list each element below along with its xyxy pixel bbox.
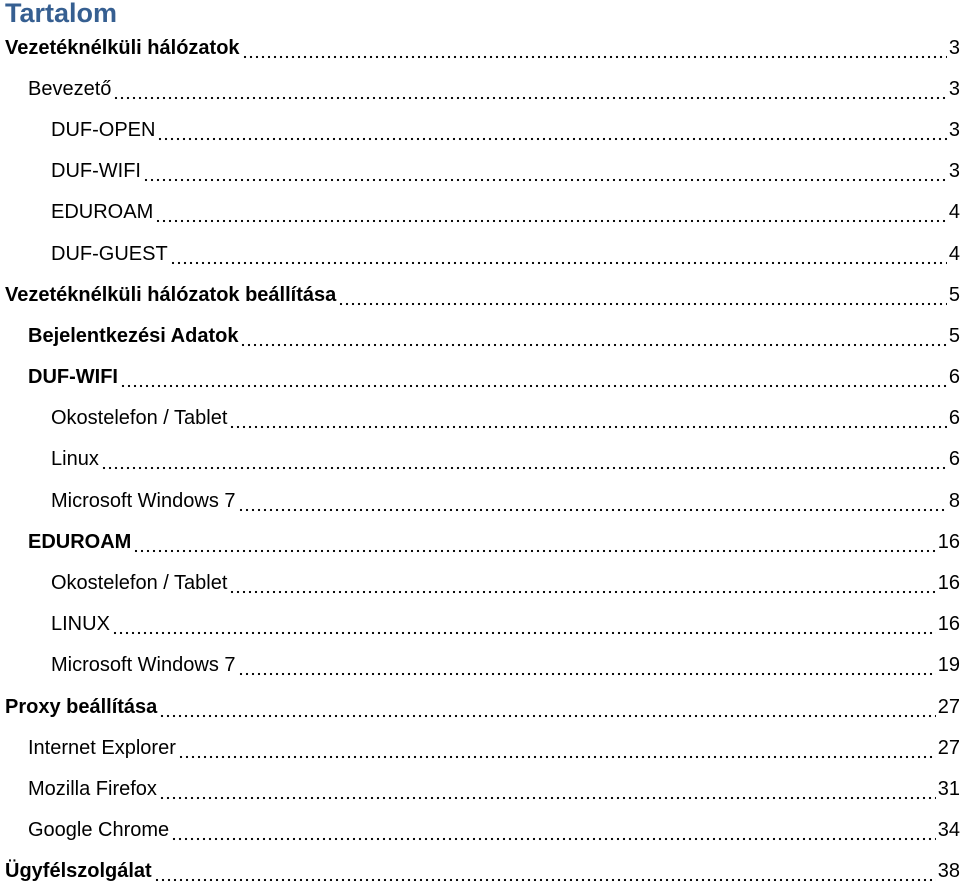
- dot-leader: [170, 242, 947, 266]
- dot-leader: [178, 736, 936, 760]
- toc-entry-page-number: 3: [948, 77, 960, 100]
- toc-entry-text: DUF-WIFI: [28, 366, 118, 389]
- toc-entry-page-number: 5: [948, 324, 960, 347]
- toc-entry-text: DUF-GUEST: [51, 242, 168, 265]
- toc-entry[interactable]: [0, 727, 960, 768]
- toc-entry[interactable]: [0, 192, 960, 233]
- toc-entry-text: Ügyfélszolgálat: [5, 860, 152, 883]
- toc-entry[interactable]: [0, 439, 960, 480]
- toc-entry-page-number: 38: [937, 860, 960, 883]
- toc-entry-text: Vezetéknélküli hálózatok: [5, 36, 240, 59]
- dot-leader: [113, 77, 946, 101]
- toc-entry[interactable]: [0, 645, 960, 686]
- toc-entry-text: Microsoft Windows 7: [51, 654, 236, 677]
- toc-entry-text: Google Chrome: [28, 819, 170, 842]
- toc-entry-page-number: 34: [937, 819, 960, 842]
- dot-leader: [157, 118, 946, 142]
- toc-entry[interactable]: [0, 604, 960, 645]
- toc-entry-page-number: 16: [937, 530, 960, 553]
- toc-entry-text: Okostelefon / Tablet: [51, 572, 228, 595]
- toc-entry-text: EDUROAM: [28, 530, 132, 553]
- dot-leader: [171, 818, 936, 842]
- toc-entry-page-number: 3: [948, 160, 960, 183]
- toc-entry-page-number: 19: [937, 654, 960, 677]
- toc-entry-page-number: 27: [937, 736, 960, 759]
- toc-entry-page-number: 5: [948, 283, 960, 306]
- toc-entry-page-number: 27: [937, 695, 960, 718]
- toc-title: Tartalom: [5, 0, 118, 28]
- toc-entry-page-number: 8: [948, 489, 960, 512]
- toc-entry-text: Proxy beállítása: [5, 695, 158, 718]
- toc-entry-text: Linux: [51, 448, 99, 471]
- toc-list: [0, 27, 960, 892]
- dot-leader: [133, 530, 935, 554]
- toc-entry-page-number: 4: [948, 201, 960, 224]
- toc-entry[interactable]: [0, 68, 960, 109]
- toc-entry[interactable]: [0, 768, 960, 809]
- toc-entry-text: Internet Explorer: [28, 736, 176, 759]
- dot-leader: [240, 324, 946, 348]
- dot-leader: [154, 859, 936, 883]
- dot-leader: [229, 571, 935, 595]
- toc-entry[interactable]: [0, 233, 960, 274]
- dot-leader: [112, 612, 936, 636]
- toc-entry-page-number: 4: [948, 242, 960, 265]
- toc-entry[interactable]: [0, 686, 960, 727]
- toc-entry[interactable]: [0, 357, 960, 398]
- toc-entry[interactable]: [0, 480, 960, 521]
- toc-entry[interactable]: [0, 398, 960, 439]
- toc-entry-page-number: 6: [948, 407, 960, 430]
- dot-leader: [238, 653, 936, 677]
- toc-entry-text: Okostelefon / Tablet: [51, 407, 228, 430]
- dot-leader: [143, 159, 947, 183]
- toc-entry-text: Mozilla Firefox: [28, 777, 157, 800]
- toc-entry[interactable]: [0, 151, 960, 192]
- toc-entry[interactable]: [0, 521, 960, 562]
- toc-entry-text: Vezetéknélküli hálózatok beállítása: [5, 283, 337, 306]
- toc-entry-page-number: 16: [937, 613, 960, 636]
- toc-entry-page-number: 31: [937, 777, 960, 800]
- dot-leader: [238, 489, 947, 513]
- toc-entry[interactable]: [0, 315, 960, 356]
- dot-leader: [155, 200, 947, 224]
- toc-entry[interactable]: [0, 109, 960, 150]
- toc-entry-page-number: 6: [948, 448, 960, 471]
- toc-entry-text: DUF-OPEN: [51, 118, 156, 141]
- toc-entry[interactable]: [0, 27, 960, 68]
- dot-leader: [101, 447, 947, 471]
- toc-entry-page-number: 3: [948, 36, 960, 59]
- toc-entry-text: DUF-WIFI: [51, 160, 141, 183]
- dot-leader: [120, 365, 947, 389]
- dot-leader: [242, 36, 947, 60]
- toc-entry-text: Bevezető: [28, 77, 112, 100]
- toc-entry[interactable]: [0, 851, 960, 892]
- toc-entry-page-number: 16: [937, 572, 960, 595]
- toc-entry[interactable]: [0, 810, 960, 851]
- toc-entry-text: EDUROAM: [51, 201, 154, 224]
- toc-entry-page-number: 3: [948, 118, 960, 141]
- dot-leader: [159, 695, 935, 719]
- toc-entry-page-number: 6: [948, 366, 960, 389]
- toc-entry[interactable]: [0, 274, 960, 315]
- toc-entry[interactable]: [0, 562, 960, 603]
- toc-entry-text: Bejelentkezési Adatok: [28, 324, 239, 347]
- toc-entry-text: Microsoft Windows 7: [51, 489, 236, 512]
- toc-entry-text: LINUX: [51, 613, 110, 636]
- dot-leader: [229, 406, 946, 430]
- dot-leader: [338, 283, 947, 307]
- dot-leader: [159, 777, 936, 801]
